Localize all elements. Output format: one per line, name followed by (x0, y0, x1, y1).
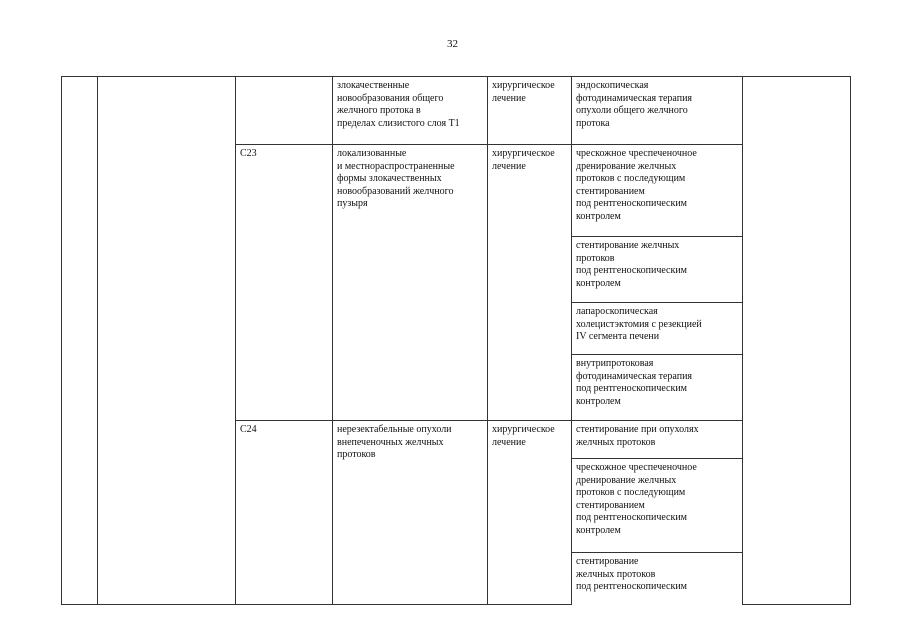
method-cell: чрескожное чреспеченочное дренирование желчных протоков с последующим стентированием под рентгеноскопическим контролем (572, 145, 743, 237)
method-cell: лапароскопическая холецистэктомия с резекцией IV сегмента печени (572, 303, 743, 355)
method-cell: стентирование желчных протоков под рентгеноскопическим контролем (572, 237, 743, 303)
code-cell: C24 (236, 421, 333, 605)
treatment-type-cell: хирургическое лечение (488, 421, 572, 605)
method-cell: стентирование при опухолях желчных протоков (572, 421, 743, 459)
diagnosis-cell: нерезектабельные опухоли внепеченочных желчных протоков (333, 421, 488, 605)
method-cell: чрескожное чреспеченочное дренирование желчных протоков с последующим стентированием под рентгеноскопическим контролем (572, 459, 743, 553)
diagnosis-cell: злокачественные новообразования общего желчного протока в пределах слизистого слоя T1 (333, 77, 488, 145)
code-cell (236, 77, 333, 145)
method-cell: стентирование желчных протоков под рентгеноскопическим (572, 553, 743, 605)
number-cell (62, 77, 98, 605)
treatment-type-cell: хирургическое лечение (488, 145, 572, 421)
treatment-table (61, 76, 851, 605)
table-row (62, 77, 851, 145)
standard-cell (743, 77, 851, 605)
treatment-type-cell: хирургическое лечение (488, 77, 572, 145)
profile-cell (98, 77, 236, 605)
page-number: 32 (447, 38, 458, 50)
method-cell: эндоскопическая фотодинамическая терапия опухоли общего желчного протока (572, 77, 743, 145)
code-cell: C23 (236, 145, 333, 421)
method-cell: внутрипротоковая фотодинамическая терапия под рентгеноскопическим контролем (572, 355, 743, 421)
diagnosis-cell: локализованные и местнораспространенные формы злокачественных новообразований желчного пузыря (333, 145, 488, 421)
